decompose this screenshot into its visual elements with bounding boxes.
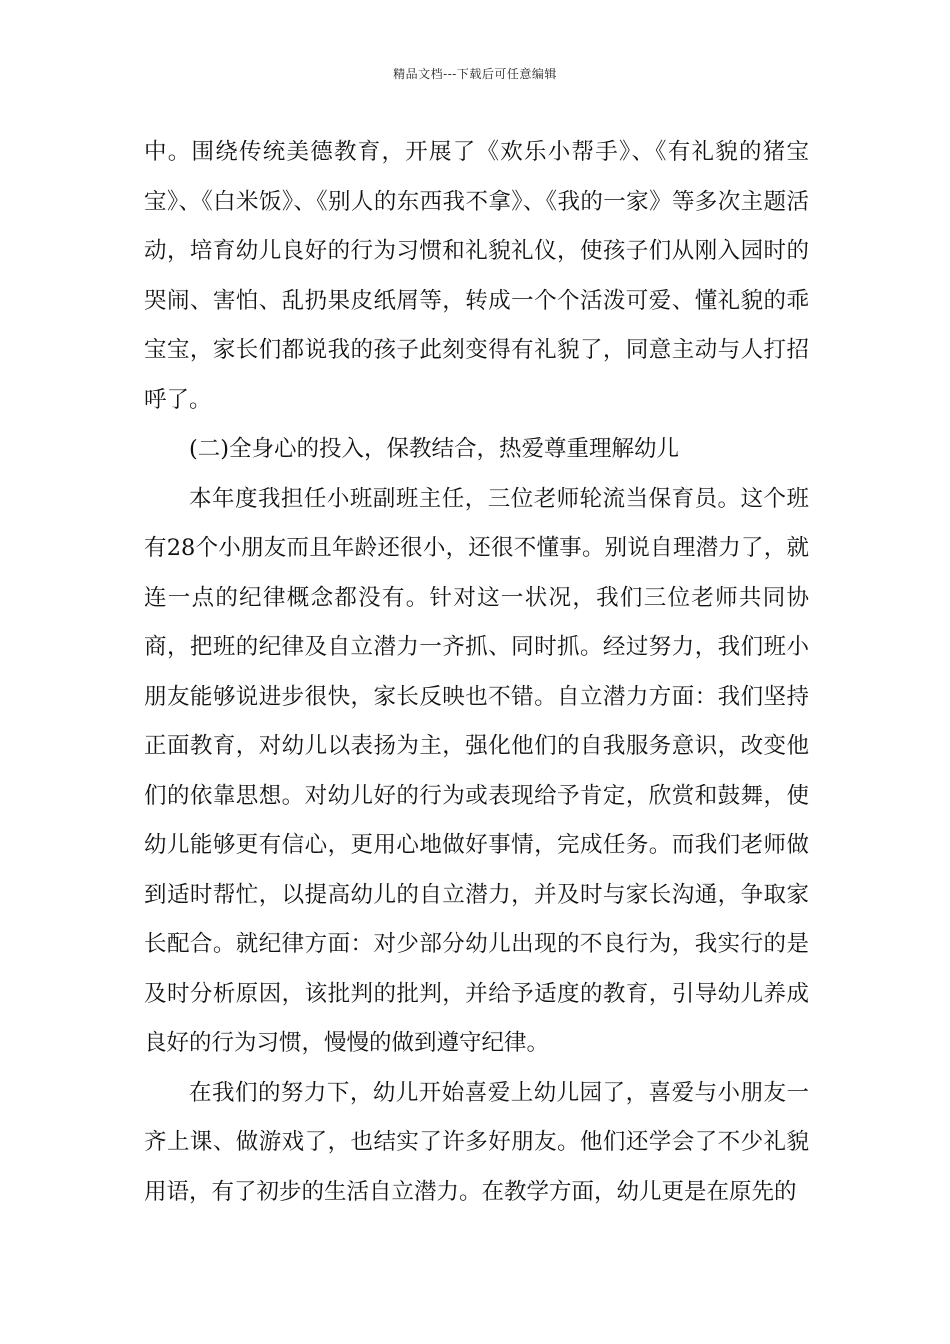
page-header: 精品文档---下载后可任意编辑 (393, 67, 557, 81)
paragraph-2: 本年度我担任小班副班主任，三位老师轮流当保育员。这个班有28个小朋友而且年龄还很小，还很不懂事。别说自理潜力了，就连一点的纪律概念都没有。针对这一状况，我们三位老师共同协商，把班的纪律及自立潜力一齐抓、同时抓。经过努力，我们班小朋友能够说进步很快，家长反映也不错。自立潜力方面：我们坚持正面教育，对幼儿以表扬为主，强化他们的自我服务意识，改变他们的依靠思想。对幼儿好的行为或表现给予肯定，欣赏和鼓舞，使幼儿能够更有信心，更用心地做好事情，完成任务。而我们老师做到适时帮忙，以提高幼儿的自立潜力，并及时与家长沟通，争取家长配合。就纪律方面：对少部分幼儿出现的不良行为，我实行的是及时分析原因，该批判的批判，并给予适度的教育，引导幼儿养成良好的行为习惯，慢慢的做到遵守纪律。 (144, 485, 809, 1056)
paragraph-3: 在我们的努力下，幼儿开始喜爱上幼儿园了，喜爱与小朋友一齐上课、做游戏了，也结实了许多好朋友。他们还学会了不少礼貌用语，有了初步的生活自立潜力。在教学方面，幼儿更是在原先的 (144, 1079, 809, 1205)
section-heading: (二)全身心的投入，保教结合，热爱尊重理解幼儿 (189, 436, 680, 462)
paragraph-1: 中。围绕传统美德教育，开展了《欢乐小帮手》、《有礼貌的猪宝宝》、《白米饭》、《别人的东西我不拿》、《我的一家》等多次主题活动，培育幼儿良好的行为习惯和礼貌礼仪，使孩子们从刚入园时的哭闹、害怕、乱扔果皮纸屑等，转成一个个活泼可爱、懂礼貌的乖宝宝，家长们都说我的孩子此刻变得有礼貌了，同意主动与人打招呼了。 (144, 139, 809, 413)
document-body (144, 128, 809, 1217)
